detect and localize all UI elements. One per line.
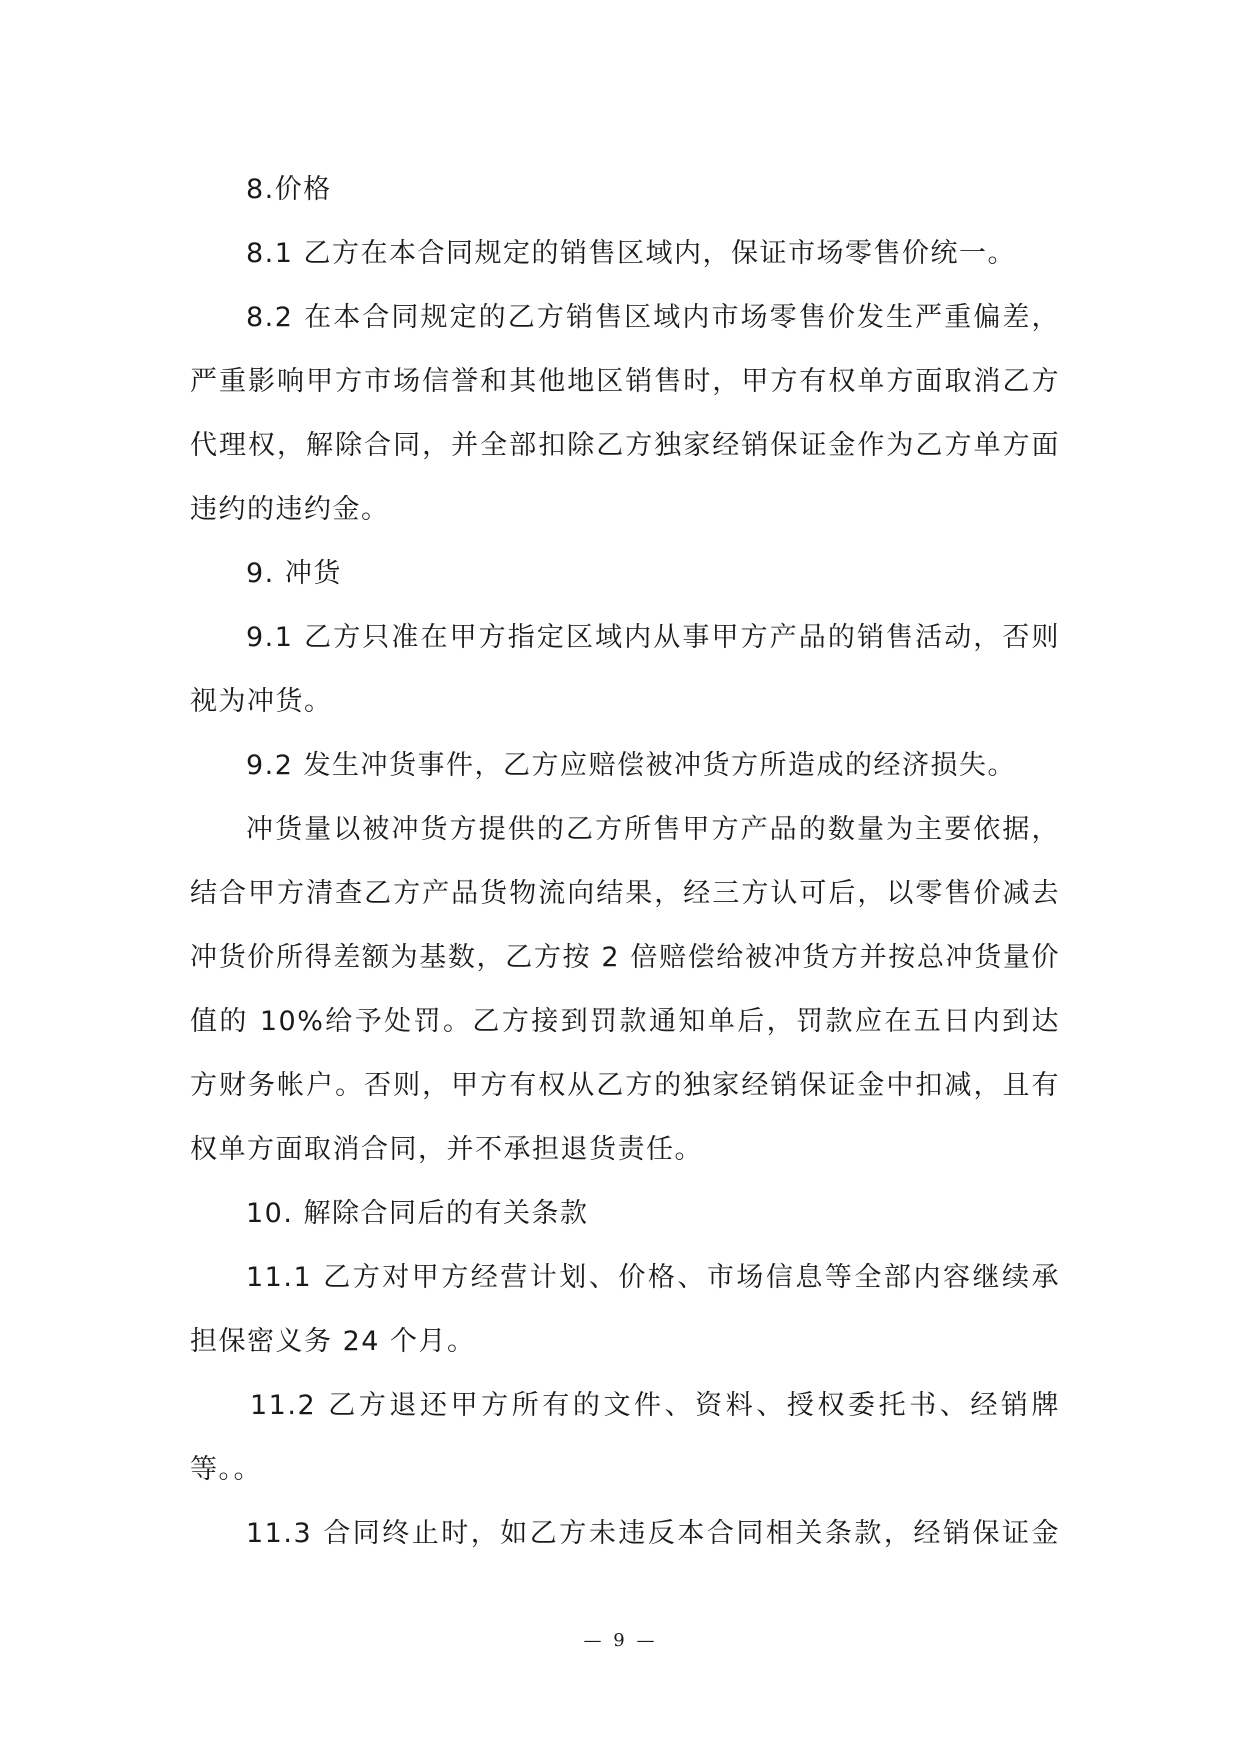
clause-9-1-line-1: 9.1 乙方只准在甲方指定区域内从事甲方产品的销售活动，否则 xyxy=(246,622,1060,653)
clause-11-2-line-1: 11.2 乙方退还甲方所有的文件、资料、授权委托书、经销牌 xyxy=(250,1390,1060,1421)
body-text xyxy=(190,158,1060,1566)
clause-8-2-line-4: 违约的违约金。 xyxy=(190,494,390,525)
clause-9-1-line-2: 视为冲货。 xyxy=(190,686,333,717)
clause-8-1: 8.1 乙方在本合同规定的销售区域内，保证市场零售价统一。 xyxy=(246,238,1017,269)
clause-11-1-line-2: 担保密义务 24 个月。 xyxy=(190,1326,476,1357)
paragraph-penalty-line-4: 值的 10%给予处罚。乙方接到罚款通知单后，罚款应在五日内到达 xyxy=(190,1006,1060,1037)
clause-9-2: 9.2 发生冲货事件，乙方应赔偿被冲货方所造成的经济损失。 xyxy=(246,750,1017,781)
clause-11-2-line-2: 等。。 xyxy=(190,1454,262,1485)
paragraph-penalty-line-2: 结合甲方清查乙方产品货物流向结果，经三方认可后，以零售价减去 xyxy=(190,878,1060,909)
section-heading-price: 8.价格 xyxy=(246,174,332,205)
paragraph-penalty-line-3: 冲货价所得差额为基数，乙方按 2 倍赔偿给被冲货方并按总冲货量价 xyxy=(190,942,1060,973)
clause-11-3-line-1: 11.3 合同终止时，如乙方未违反本合同相关条款，经销保证金 xyxy=(246,1518,1060,1549)
clause-8-2-line-1: 8.2 在本合同规定的乙方销售区域内市场零售价发生严重偏差， xyxy=(246,302,1060,333)
paragraph-penalty-line-1: 冲货量以被冲货方提供的乙方所售甲方产品的数量为主要依据， xyxy=(246,814,1060,845)
clause-8-2-line-2: 严重影响甲方市场信誉和其他地区销售时，甲方有权单方面取消乙方 xyxy=(190,366,1060,397)
paragraph-penalty-line-6: 权单方面取消合同，并不承担退货责任。 xyxy=(190,1134,703,1165)
clause-8-2-line-3: 代理权，解除合同，并全部扣除乙方独家经销保证金作为乙方单方面 xyxy=(190,430,1060,461)
section-heading-cross-selling: 9. 冲货 xyxy=(246,558,342,589)
page-number: — 9 — xyxy=(583,1630,658,1651)
section-heading-termination: 10. 解除合同后的有关条款 xyxy=(246,1198,589,1229)
paragraph-penalty-line-5: 方财务帐户。否则，甲方有权从乙方的独家经销保证金中扣减，且有 xyxy=(190,1070,1060,1101)
clause-11-1-line-1: 11.1 乙方对甲方经营计划、价格、市场信息等全部内容继续承 xyxy=(246,1262,1060,1293)
